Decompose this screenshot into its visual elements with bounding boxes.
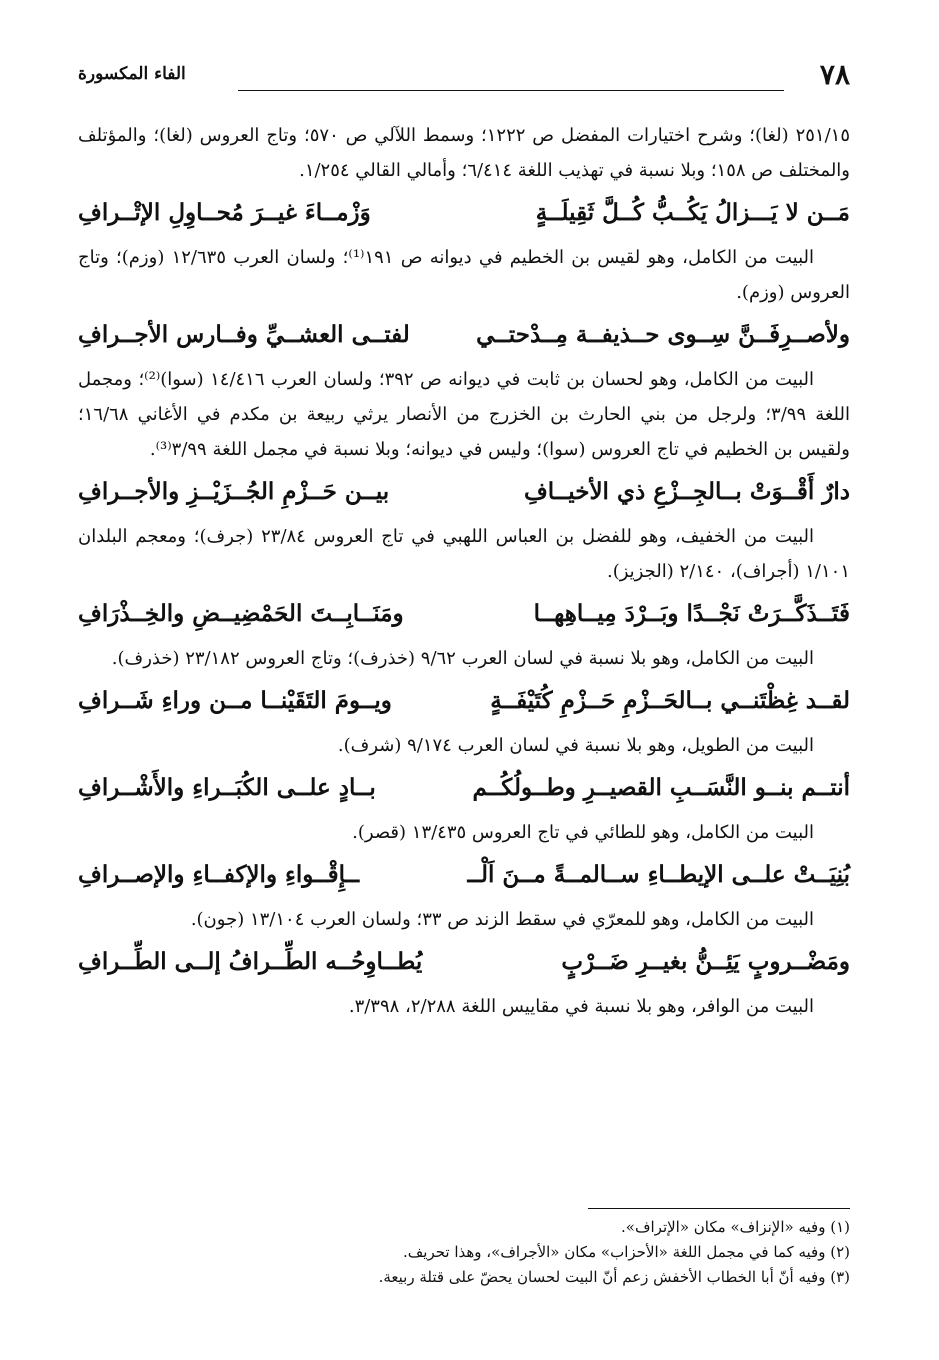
verse-first-hemistich: لقــد غِظْتَنــي بــالحَــزْمِ حَــزْمِ كُتَيْفَــةٍ [490, 687, 850, 714]
verse-line [78, 595, 850, 633]
running-title: الفاء المكسورة [78, 64, 186, 84]
verse-first-hemistich: فَتَــذَكَّــرَتْ نَجْــدًا وبَــرْدَ مِيــاهِهــا [533, 600, 850, 627]
citation-paragraph: البيت من الكامل، وهو لقيس بن الخطيم في ديوانه ص ١٩١⁽¹⁾؛ ولسان العرب ١٢/٦٣٥ (وزم)؛ وتاج العروس (وزم). [78, 247, 850, 303]
verse-line [78, 682, 850, 720]
verse-line [78, 473, 850, 511]
verse-line [78, 943, 850, 981]
verse-first-hemistich: بُنِيَــتْ علــى الإيطــاءِ ســالمــةً مــنَ اَلْــ [467, 861, 850, 888]
verse-first-hemistich: مَــن لا يَـــزالُ يَكُــبُّ كُــلَّ ثَقِيلَــةٍ [535, 199, 850, 226]
page-body [78, 118, 850, 1024]
citation-paragraph: ٢٥١/١٥ (لغا)؛ وشرح اختيارات المفضل ص ١٢٢٢؛ وسمط اللآلي ص ٥٧٠؛ وتاج العروس (لغا)؛ والمؤتلف والمختلف ص ١٥٨؛ وبلا نسبة في تهذيب اللغة ٦/٤١٤؛ وأمالي القالي ١/٢٥٤. [78, 125, 850, 181]
verse-line [78, 316, 850, 354]
citation-paragraph: البيت من الخفيف، وهو للفضل بن العباس اللهبي في تاج العروس ٢٣/٨٤ (جرف)؛ ومعجم البلدان ١/١٠١ (أجراف)، ٢/١٤٠ (الجزيز). [78, 526, 850, 582]
verse-second-hemistich: ومَنَــابِــتَ الحَمْضِيــضِ والخِــذْرَافِ [78, 600, 404, 627]
verse-second-hemistich: ــإِقْــواءِ والإكفــاءِ والإصــرافِ [78, 861, 360, 888]
verse-first-hemistich: ولأصــرِفَــنَّ سِــوى حــذيفــة مِــدْحتــي [476, 321, 850, 348]
header-rule [238, 90, 784, 91]
verse-first-hemistich: ومَضْــروبٍ يَئِــنُّ بغيــرِ ضَــرْبٍ [561, 948, 850, 975]
verse-second-hemistich: يُطــاوِحُــه الطِّــرافُ إلــى الطِّــرافِ [78, 948, 423, 975]
citation-paragraph: البيت من الكامل، وهو للطائي في تاج العروس ١٣/٤٣٥ (قصر). [352, 822, 814, 843]
verse-second-hemistich: ويــومَ التَقَيْنــا مــن وراءِ شَــرافِ [78, 687, 392, 714]
footnote: (٢) وفيه كما في مجمل اللغة «الأحزاب» مكان «الأجراف»، وهذا تحريف. [402, 1243, 850, 1261]
citation-paragraph: البيت من الطويل، وهو بلا نسبة في لسان العرب ٩/١٧٤ (شرف). [337, 735, 814, 756]
citation-paragraph: البيت من الكامل، وهو لحسان بن ثابت في ديوانه ص ٣٩٢؛ ولسان العرب ١٤/٤١٦ (سوا)⁽²⁾؛ ومجمل اللغة ٣/٩٩؛ ولرجل من بني الحارث بن الخزرج من الأنصار يرثي ربيعة بن مكدم في الأغاني ١٦/٦٨؛ ولقيس بن الخطيم في تاج العروس (سوا)؛ وليس في ديوانه؛ وبلا نسبة في مجمل اللغة ٣/٩٩⁽³⁾. [78, 369, 850, 460]
verse-second-hemistich: بــادٍ علــى الكُبَــراءِ والأَشْــرافِ [78, 774, 376, 801]
verse-first-hemistich: دارٌ أَقْــوَتْ بــالجِــزْعِ ذي الأخيــافِ [523, 478, 850, 505]
page-header [78, 58, 850, 98]
verse-second-hemistich: بيــن حَــزْمِ الجُــزَيْــزِ والأجــرافِ [78, 478, 390, 505]
footnote-rule [588, 1208, 850, 1209]
citation-paragraph: البيت من الكامل، وهو للمعرّي في سقط الزند ص ٣٣؛ ولسان العرب ١٣/١٠٤ (جون). [190, 909, 814, 930]
verse-line [78, 194, 850, 232]
verse-second-hemistich: وَزْمــاءَ غيــرَ مُحــاوِلِ الإتْــرافِ [78, 199, 371, 226]
footnote: (١) وفيه «الإنزاف» مكان «الإتراف». [621, 1218, 850, 1236]
footnote: (٣) وفيه أنّ أبا الخطاب الأخفش زعم أنّ البيت لحسان يحضّ على قتلة ربيعة. [378, 1268, 850, 1286]
verse-second-hemistich: لفتــى العشــيِّ وفــارس الأجــرافِ [78, 321, 410, 348]
verse-first-hemistich: أنتــم بنــو النَّسَــبِ القصيــرِ وطــولُكُــم [472, 774, 850, 801]
page-number: ٧٨ [819, 58, 850, 91]
verse-line [78, 769, 850, 807]
verse-line [78, 856, 850, 894]
citation-paragraph: البيت من الكامل، وهو بلا نسبة في لسان العرب ٩/٦٢ (خذرف)؛ وتاج العروس ٢٣/١٨٢ (خذرف). [111, 648, 814, 669]
citation-paragraph: البيت من الوافر، وهو بلا نسبة في مقاييس اللغة ٢/٢٨٨، ٣/٣٩٨. [348, 996, 814, 1017]
footnotes [78, 1208, 850, 1290]
